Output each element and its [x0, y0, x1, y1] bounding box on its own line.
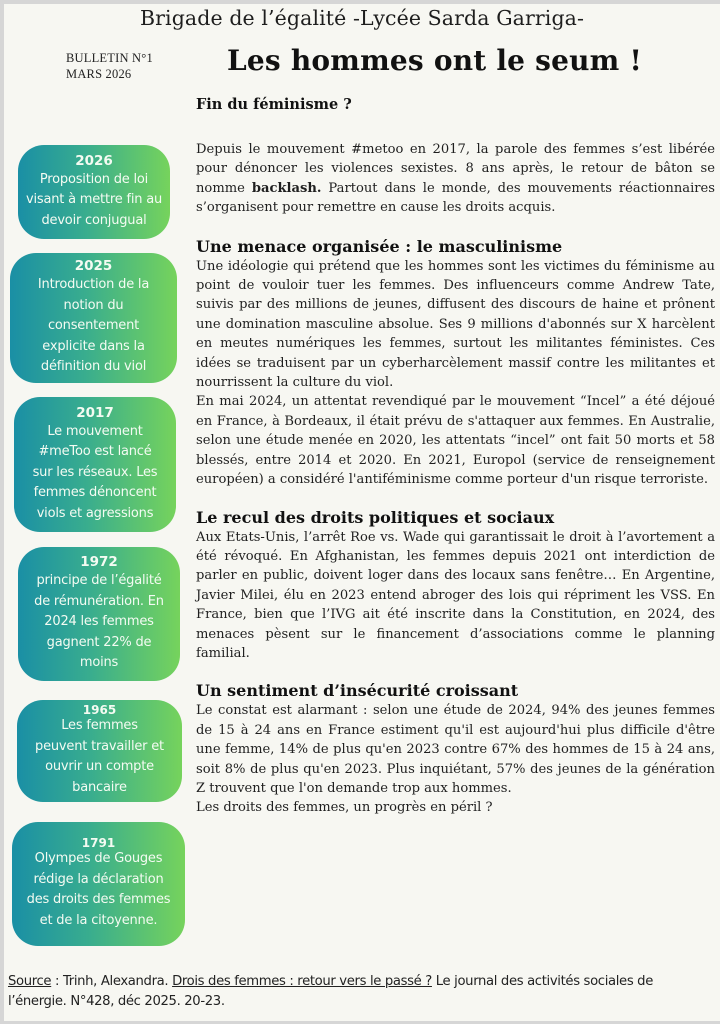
site-title: Brigade de l’égalité -Lycée Sarda Garriga- [139, 6, 585, 30]
intro-text: Depuis le mouvement #metoo en 2017, la parole des femmes s’est libérée pour dénoncer les violences sexistes. 8 ans après, le retour de bâton se nomme [196, 142, 715, 196]
timeline-year: 1791 [81, 836, 116, 850]
timeline-item [10, 253, 177, 383]
section-paragraph: Une idéologie qui prétend que les hommes sont les victimes du féminisme au point de vouloir tuer les femmes. Des influenceurs comme Andrew Tate, suivis par des millions de jeunes, diffusent des discours de haine et prônent une domination masculine absolue. Ses 9 millions d'abonnés sur X harcèlent en meutes numériques les femmes, surtout les militantes féministes. Ces idées se traduisent par un cyberharcèlement massif contre les militantes et nourrissent la culture du viol. [196, 258, 715, 391]
source-author: : Trinh, Alexandra. [51, 974, 173, 989]
closing-question: Les droits des femmes, un progrès en péril ? [196, 800, 493, 816]
section-heading: Un sentiment d’insécurité croissant [196, 681, 519, 701]
timeline-year: 2025 [74, 258, 113, 275]
section-paragraph: Aux Etats-Unis, l’arrêt Roe vs. Wade qui garantissait le droit à l’avortement a été révoqué. En Afghanistan, les femmes depuis 2021 ont interdiction de parler en public, doivent loger dans des locaux sans fenêtre… En Argentine, Javier Milei, élu en 2023 entend abroger des lois qui répriment les VSS. En France, bien que l’IVG ait été inscrite dans la Constitution, en 2024, des menaces pèsent sur le financement d’associations comme le planning familial. [196, 529, 715, 661]
timeline-item [14, 397, 176, 532]
timeline-text: principe de l’égalité de rémunération. En 2024 les femmes gagnent 22% de moins [34, 573, 164, 671]
timeline-text: Introduction de la notion du consentement explicite dans la définition du viol [37, 277, 150, 375]
source-title: Drois des femmes : retour vers le passé ? [172, 974, 432, 989]
section-heading: Le recul des droits politiques et sociaux [196, 507, 555, 527]
timeline-item [18, 145, 170, 239]
section-heading: Une menace organisée : le masculinisme [196, 236, 563, 256]
intro-paragraph [196, 140, 715, 218]
backlash-term: backlash. [251, 180, 322, 196]
source-publication: Le journal des activités sociales de l’énergie. N°428, déc 2025. 20-23. [8, 974, 653, 1009]
timeline-item [12, 822, 185, 946]
timeline-year: 1972 [80, 554, 118, 571]
timeline-text: Le mouvement #meToo est lancé sur les réseaux. Les femmes dénoncent viols et agressions [32, 423, 158, 521]
timeline-item [18, 547, 180, 681]
timeline-text: Les femmes peuvent travailler et ouvrir un compte bancaire [35, 718, 164, 795]
source-citation [8, 972, 708, 1011]
bulletin-date: MARS 2026 [66, 67, 132, 81]
timeline-year: 2017 [76, 404, 114, 421]
intro-text-end: Partout dans le monde, des mouvements réactionnaires s’organisent pour remettre en cause les droits acquis. [196, 180, 715, 216]
timeline-year: 1965 [82, 703, 117, 717]
bulletin-info [66, 50, 153, 82]
headline: Les hommes ont le seum ! [227, 44, 642, 77]
timeline-text: Proposition de loi visant à mettre fin au devoir conjugual [25, 171, 163, 228]
source-label: Source [8, 974, 52, 989]
bulletin-number: BULLETIN N°1 [66, 51, 153, 65]
section-paragraph: En mai 2024, un attentat revendiqué par le mouvement “Incel” a été déjoué en France, à Bordeaux, il était prévu de s'attaquer aux femmes. En Australie, selon une étude menée en 2020, les attentats “incel” ont fait 50 morts et 58 blessés, entre 2014 et 2020. En 2021, Europol (service de renseignement européen) a considéré l'antiféminisme comme porteur d'un risque terroriste. [196, 394, 715, 488]
timeline-year: 2026 [75, 152, 113, 169]
timeline-item [17, 700, 182, 802]
timeline-text: Olympes de Gouges rédige la déclaration des droits des femmes et de la citoyenne. [26, 851, 171, 928]
section-paragraph: Le constat est alarmant : selon une étude de 2024, 94% des jeunes femmes de 15 à 24 ans en France estiment qu'il est aujourd'hui plus difficile d'être une femme, 14% de plus qu'en 2023 contre 67% des hommes de 15 à 24 ans, soit 8% de plus qu'en 2023. Plus inquiétant, 57% des jeunes de la génération Z trouvent que l'on demande trop aux hommes. [196, 703, 715, 796]
newsletter-page [4, 4, 720, 1021]
kicker: Fin du féminisme ? [196, 96, 352, 113]
article-body [196, 140, 715, 818]
